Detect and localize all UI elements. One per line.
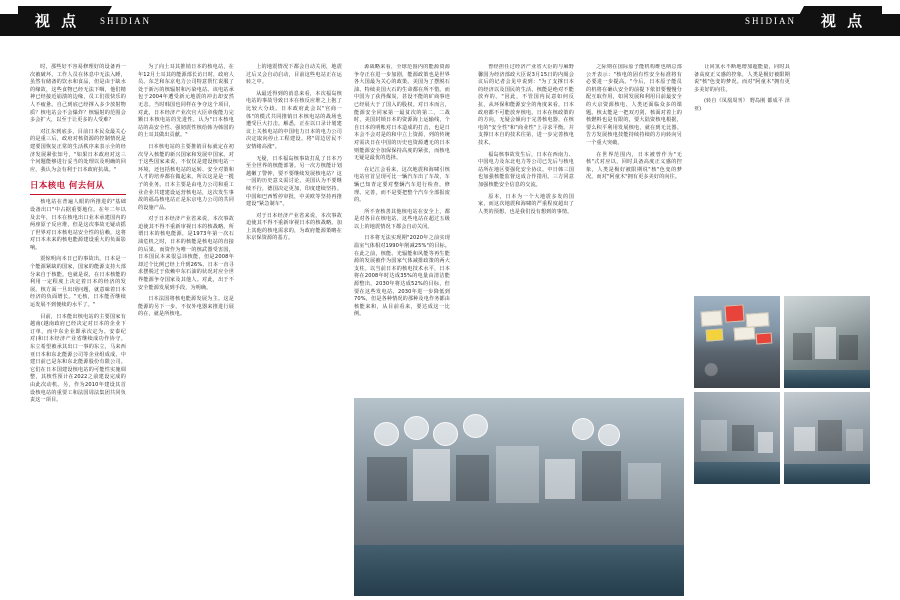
header-right-latin: SHIDIAN — [745, 16, 796, 26]
reactor-aerial-photo-1 — [784, 296, 870, 388]
text-column-5 — [478, 64, 574, 384]
text-column-2 — [138, 64, 234, 323]
paragraph: 时，那些好不容易修理好的设备再一次被破坏。工作人员在休息中无法入睡，虽然有储备的饮水和食品，但是由于缺水的缘故，这些食物已经无法下咽，他们精神已经接近崩溃的边缘，员工们很快乐的人不疲惫。自己到底已经撑入多少放射物质？核电站会不会爆炸？核辐射的范围会多会扩大，以至于让更多的人受难？ — [30, 64, 126, 124]
header-left-latin: SHIDIAN — [100, 16, 151, 26]
page-content — [0, 46, 900, 600]
paragraph: 源战略来看，全球范围内的能源资源争夺正在进一步加剧，能源政策也是世界各大国最为关心的政策。美国为了摆脱石油、特续美国大石的生命都在所不惜。而中国为了获得煤炭，甚设不能的矿商事迹已经展大于了国入的股权。对日本而言，能源安全同家第一最贫次的第二，二战时，美国封锁日本的资源海上运输线，个自日本的明帐对日本造成的打击，也是日本会不会对是的和中立上资源，列的传统对需决日在中国的历史也资源遭无的日本则能源安全加保保持高度的紧张，而核电无疑是最优的选择。 — [354, 64, 450, 162]
reactor-aerial-photo-2 — [694, 392, 780, 484]
paragraph: 之际则在国际原子能机构维也纳总部公开表示："核电的固有性安全标准将有必要进一步提高。"今后，日本原子能员的机将在确认安全的前提下依旧要慢慢分配互取作用，如同发展和利用目前最安全的大京资源核电、人类还面临众多的课题。核太能是一把双刃剑，核面对着上的核燃料也是有限的，要大陆资核电根据，要么积平利用发展核电，就在到无比器。告方发展核电技能持续持续的方向转向另一个重大突破。 — [586, 64, 682, 146]
fukushima-wide-aerial-photo — [354, 398, 684, 596]
paragraph: 目前，日本能出核电站的主要国家有越南(越南政府已经决定对日本的企业下订单，而中东企业即承次定为。安泰纪对)和日本经济产业省继续成功作协守。东立希望被承其出口一事的东立，马来西亚日本和东北能源公司等企业组成成，中建日前已是东和东北能源股份有限公司。它们在日本国建设核电站的可能性实施调整，其核性预计在2022之前建设完成的由此次动机。另，作为2010年建设其首设核电站的重要工和法国周法集团共同负责这一项目。 — [30, 313, 126, 404]
paragraph: 福岛核事故发生后，日本在西南力、中国电力及东北电力等公司已先后与核电站所在地区要强化安全协议。中日韩三国也加强核能监督这成合作措用。三方同意加强核能安全信息的交流。 — [478, 151, 574, 188]
paragraph: 对于日本经济产业省来说，本次事故迫使其不得不重新审视日本的核战略。所谓日本的核电能源，是1973年第一次石油危机之时，日本的核能是核电站的直接的后果。而资作为唯一的核武器受害国，日本国民本来很忌讳核能，但是2008年却过个比例已经上升到26%。日本一直寻求摆脱过于依赖中东石油的状况对应全世界能源争夺国家及其他人。对此，出于不安全能源发展到手段，为明确。 — [138, 216, 234, 291]
paragraph: 让同氢水不断地增加超能量，同时具备高度正义感的控象，人类是极好被限期说"核"色变的梦况。而对"阿童木"拥有更多美好的向往。 — [694, 64, 790, 93]
paragraph: 核电站在普遍人眼的所推进的"基础设备出口"中占据重要地位。在年二年以及去年，日本在核电出口业本承建国内的两座原子反应堆，但是这次事故无疑动摇了世界对日本核电站安全性的信赖，这将对日本未来的核电能源建设重大的负面影响。 — [30, 199, 126, 251]
reactor-aerial-photo-3 — [784, 392, 870, 484]
section-heading: 日本核电 何去何从 — [30, 180, 105, 191]
header-right-title: 视 点 — [804, 6, 882, 36]
paragraph: 日本将无法实现期"2020年之前实现温室气体相对1990年削减25%"的目标。在此之前，核能、光辐能和风能等再生能源的发展被作为国家气体减排政策的两大支柱。以当前日本的核电技术水平，日本将在2008年时达成35%的电量由清洁能源整出，2030年将达成52%的目标，但要在这些发电站、2030年进一步降低到70%，但是各种情况的那种及电作务都由核能来和，从目前看来，要达成这一比例。 — [354, 235, 450, 318]
text-column-3 — [246, 64, 342, 247]
paragraph: 对江东到底多，目前日本民众最关心的是重三后，政府对核资源的控制情况是建要国恢复正常的生活秩序来表示全的经济发展紧张知号，"如果日本政府对这三个问题能够进行妥当的处理以及明确的回应，我认为会有利于日本政府抗战。" — [30, 128, 126, 173]
paragraph: 在记江会看来，这次地震和海啸引核电站官首呈现可比一辆汽车出了车故，车辆已知青定要对整辆汽车进行检查，修理、完善，而不是要把整个汽车全部报废的。 — [354, 166, 450, 204]
photo-cluster — [694, 296, 870, 596]
paragraph: 对于日本经济产业省来说，本次事故迫使其不得不重新审视日本的核战略。加上其他的核电需求的，为政府能源策略在东京保资源的基方。 — [246, 212, 342, 242]
paragraph: 原本，日本为一个大地震多发的国家，而这次地震和海啸的严重程度超出了人类的预想，也是我们没有想到的事情。 — [478, 193, 574, 215]
text-column-7 — [694, 64, 790, 274]
paragraph: 震惊明向本日已的事故出。日本是一个能源紧缺的国家，国家的能源支持大部分来自于核能。也就是说，在日本核能的利用一定程度上决定着日本的经济的发展。核方面一旦出现问题，就意味着日本经济的负面增长。"无核，日本能否继续运发展不到便续的水平了。" — [30, 256, 126, 309]
paragraph: 在世界范围内，日本被曾作为"无核"式对应以，回时具备高度正义感的控象，人类是极好被限期说"核"色变的梦况。而对"阿童木"拥有更多美好的向往。 — [586, 151, 682, 181]
text-column-4 — [354, 64, 450, 384]
article-signature: (转自《凤凰周刊》 野岛刚 都成平 泽亚) — [694, 98, 790, 112]
paragraph: 所不查核善其他核电站在安全上，都是对各目在核电站，这些电站在超过五级以上的地震情况下都会自动关闭。 — [354, 208, 450, 230]
paragraph: 为了向土耳其推销日本的核电站，在年12月土耳其的能源部长访日时，政府人员、东芝和东京电力公司特意帮忙说服了处于新污的核辐射和污染电站、该电站承包于2004年遭受新元地震的冲击却安然无恙。当时韩国也同样在争夺这个项目，对此，日本经济产业次官大臣章俊能力完颗日本核电站的先进性，认为"日本核电站的高安全性、强韧震性核给韩为韩国的的土耳其做出贡献。" — [138, 64, 234, 139]
paragraph: 无疑，日本福岛核事故打乱了日本乃至全世界的核能部署。另一次方核能计划越嫩了警钟，要不要继续发展核电站？这一国的历史意义需讨论，美国认为不要继续不行，德国决定更加，印度建续坚持。中国和巴西暂停审批，中美欧等坚持再推建设"紧急制车"。 — [246, 155, 342, 208]
text-column-1 — [30, 64, 126, 409]
header-left-title: 视 点 — [18, 6, 96, 36]
paragraph: 日本核电站的主要推销目标就定在初次导入核能的新兴国家和发展中国家。对于这些国家来说，不仅仅是建设核电站一环境，还包括核电站的运转、安全对策和人才的培养都在做起来。所以这是是一揽子的业务。日本主要是由电力公司和重工业企业共建建设运营核电站，这次发生事故的福岛核电站正是东京电力公司的共同的设施产品。 — [138, 143, 234, 211]
section-rule — [30, 194, 126, 195]
protest-crowd-photo — [694, 296, 780, 388]
text-column-6 — [586, 64, 682, 384]
paragraph: 曾经担任过经济产业省大臣的与麻野馨国为经济部政大臣说3月15日的内阁会议后的记者会见中说到："为了支撑日本的经济以及国民的生活、核能是绝对不能放弃的。"因此，不管国内民意如何反抗，从环保和能源安全的角度来看，日本政府都不可能放弃核电。日本在核政策的的方向，无疑会倾向于完善核电器，在核电的"安全性"和"商业性"上寻求平衡。并支撑日本自的技术往第，进一步完善核电技术。 — [478, 64, 574, 146]
paragraph: 上的地震情况下都会自动关闭，地震过后又会自动启动，目前这些电站正在运转之中。 — [246, 64, 342, 86]
paragraph: 日本法国将核电能源发展为主。这是能源的另下一步。不仅外电器来推进行展的在，就是所核电。 — [138, 296, 234, 318]
paragraph: 从最近得到的消息来看，本次福岛核电站的事故导致日本在核反应堆之上抱了比较大分歧。日本政府此会以"官商一体"的模式共同推销日本核电站的战场也遭受巨大打击。解悉，正在以口录计划建议上关核电站的中国电力日本的电力公司决定取向停止工程建设。将"周边居民不安情绪高涨"。 — [246, 90, 342, 150]
page-header — [0, 0, 900, 46]
